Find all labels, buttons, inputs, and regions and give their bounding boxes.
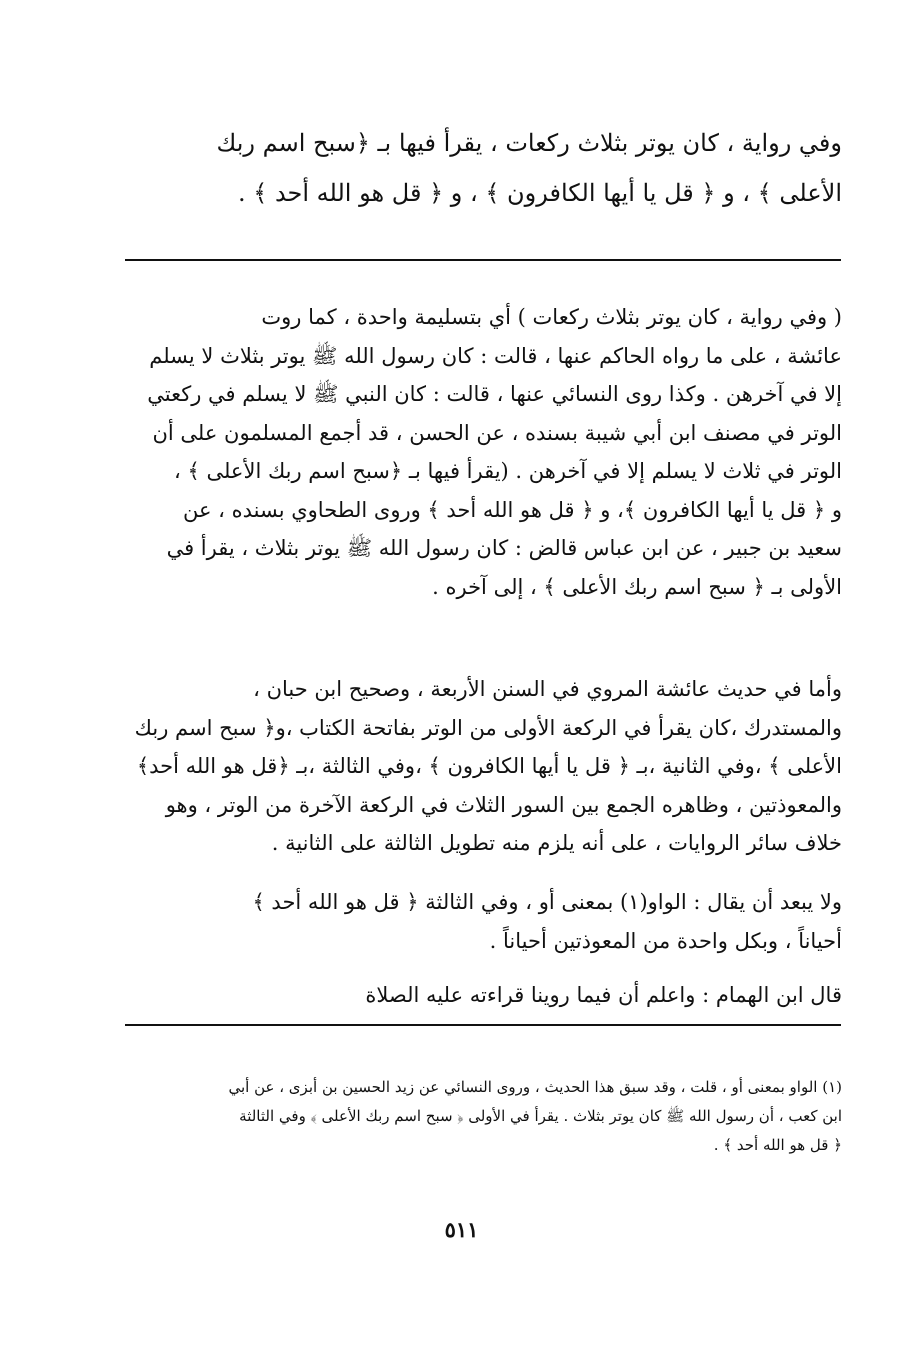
- commentary-line: عائشة ، على ما رواه الحاكم عنها ، قالت : كان رسول الله ﷺ يوتر بثلاث لا يسلم: [149, 343, 842, 368]
- commentary-line: وأما في حديث عائشة المروي في السنن الأربعة ، وصحيح ابن حبان ،: [253, 677, 842, 701]
- commentary-line: سعيد بن جبير ، عن ابن عباس قالض : كان رسول الله ﷺ يوتر بثلاث ، يقرأ في: [166, 536, 842, 560]
- commentary-line: الأولى بـ ﴿ سبح اسم ربك الأعلى ﴾ ، إلى آخره .: [432, 574, 842, 599]
- footnote: [128, 1073, 842, 1160]
- commentary-line: إلا في آخرهن . وكذا روى النسائي عنها ، قالت : كان النبي ﷺ لا يسلم في ركعتي: [147, 382, 842, 406]
- page-number: ٥١١: [444, 1217, 479, 1242]
- commentary-paragraph-2: [118, 670, 842, 863]
- commentary-line: والمعوذتين ، وظاهره الجمع بين السور الثلاث في الركعة الآخرة من الوتر ، وهو: [165, 792, 842, 817]
- commentary-paragraph-3: [118, 883, 842, 960]
- footnote-line: (١) الواو بمعنى أو ، قلت ، وقد سبق هذا الحديث ، وروى النسائي عن زيد الحسين بن أبزى ، عن أبي: [228, 1078, 842, 1096]
- commentary-line: ولا يبعد أن يقال : الواو(١) بمعنى أو ، وفي الثالثة ﴿ قل هو الله أحد ﴾: [252, 890, 842, 914]
- footnote-line: ﴿ قل هو الله أحد ﴾ .: [713, 1136, 842, 1154]
- hadith-line: الأعلى ﴾ ، و ﴿ قل يا أيها الكافرون ﴾ ، و ﴿ قل هو الله أحد ﴾ .: [238, 179, 842, 207]
- commentary-line: و ﴿ قل يا أيها الكافرون ﴾، و ﴿ قل هو الله أحد ﴾ وروى الطحاوي بسنده ، عن: [182, 497, 842, 522]
- separator-line: [125, 259, 841, 261]
- commentary-line: ( وفي رواية ، كان يوتر بثلاث ركعات ) أي بتسليمة واحدة ، كما روت: [261, 305, 842, 329]
- commentary-line: الوتر في مصنف ابن أبي شيبة بسنده ، عن الحسن ، قد أجمع المسلمون على أن: [152, 420, 842, 445]
- commentary-line: أحياناً ، وبكل واحدة من المعوذتين أحياناً .: [489, 928, 842, 953]
- commentary-line: قال ابن الهمام : واعلم أن فيما روينا قراءته عليه الصلاة: [365, 983, 842, 1007]
- commentary-line: الأعلى ﴾ ،وفي الثانية ،بـ ﴿ قل يا أيها الكافرون ﴾ ،وفي الثالثة ،بـ ﴿قل هو الله أحد﴾: [136, 754, 842, 778]
- commentary-line: خلاف سائر الروايات ، على أنه يلزم منه تطويل الثالثة على الثانية .: [271, 831, 842, 855]
- commentary-paragraph-4: [118, 976, 842, 1015]
- footnote-line: ابن كعب ، أن رسول الله ﷺ كان يوتر بثلاث . يقرأ في الأولى ﴿ سبح اسم ربك الأعلى ﴾ وفي الثالثة: [239, 1107, 842, 1125]
- footnote-separator: [125, 1024, 841, 1026]
- hadith-text: [118, 118, 842, 218]
- commentary-paragraph-1: [118, 298, 842, 606]
- commentary-line: الوتر في ثلاث لا يسلم إلا في آخرهن . (يقرأ فيها بـ ﴿سبح اسم ربك الأعلى ﴾ ،: [174, 459, 842, 483]
- commentary-line: والمستدرك ،كان يقرأ في الركعة الأولى من الوتر بفاتحة الكتاب ،و﴿ سبح اسم ربك: [134, 715, 842, 740]
- hadith-line: وفي رواية ، كان يوتر بثلاث ركعات ، يقرأ فيها بـ ﴿سبح اسم ربك: [216, 129, 842, 157]
